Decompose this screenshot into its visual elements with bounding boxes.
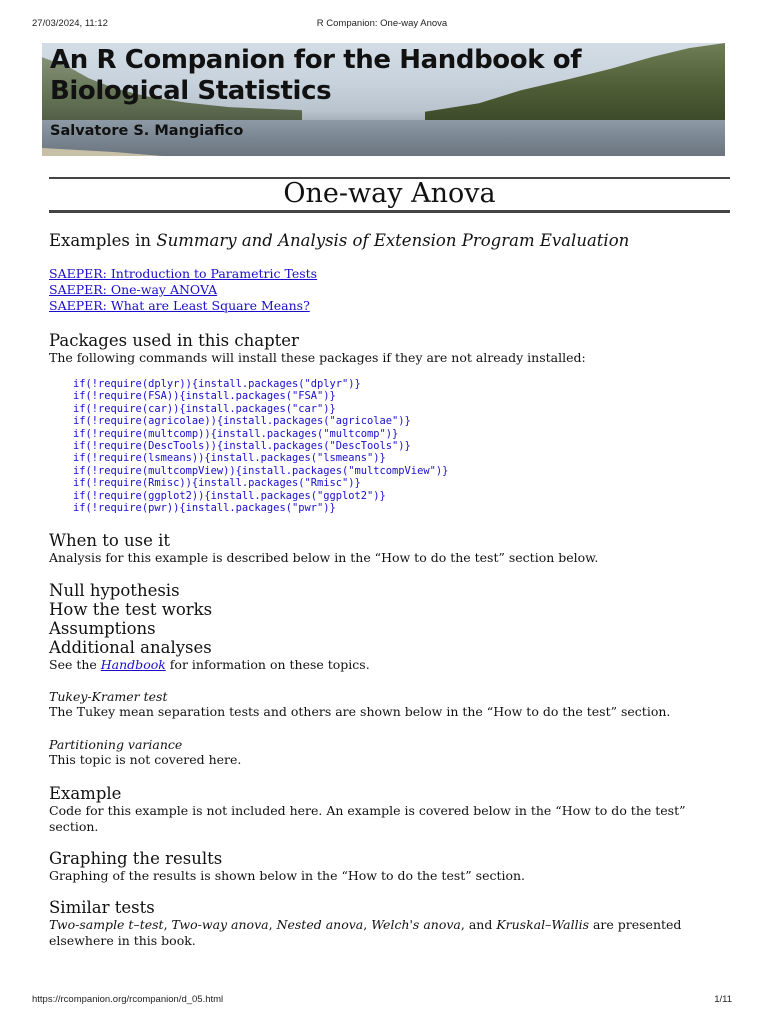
- when-heading: When to use it: [49, 531, 171, 550]
- similar-kruskal-wallis: Kruskal–Wallis: [496, 917, 589, 932]
- similar-welch-anova: Welch's anova: [371, 917, 461, 932]
- link-saeper-parametric-tests[interactable]: SAEPER: Introduction to Parametric Tests: [49, 266, 318, 281]
- examples-heading-prefix: Examples in: [49, 231, 157, 250]
- print-page-title: R Companion: One-way Anova: [316, 18, 448, 29]
- partition-section: [49, 737, 739, 768]
- similar-two-way-anova: Two-way anova: [171, 917, 269, 932]
- example-section: [49, 784, 739, 835]
- example-text-line2: section.: [49, 819, 99, 834]
- tukey-heading: Tukey-Kramer test: [49, 689, 168, 704]
- code-line: if(!require(FSA)){install.packages("FSA")}: [73, 390, 336, 403]
- similar-text-line2: elsewhere in this book.: [49, 933, 196, 948]
- assumptions-heading: Assumptions: [49, 619, 156, 638]
- tukey-section: [49, 689, 739, 720]
- packages-intro: The following commands will install these packages if they are not already installed:: [49, 350, 586, 365]
- page-title: One-way Anova: [283, 178, 496, 209]
- code-line: if(!require(multcomp)){install.packages("multcomp")}: [73, 427, 399, 440]
- packages-section: [49, 331, 739, 366]
- examples-heading-book-title: Summary and Analysis of Extension Program Evaluation: [156, 231, 630, 250]
- similar-section: [49, 898, 739, 949]
- when-section: [49, 531, 739, 566]
- print-footer: [32, 994, 732, 1008]
- similar-line1-end: are presented: [589, 917, 682, 932]
- similar-sep: ,: [163, 917, 172, 932]
- similar-text-line1: [49, 917, 739, 933]
- similar-sep: ,: [268, 917, 277, 932]
- additional-analyses-heading: Additional analyses: [49, 638, 212, 657]
- code-line: if(!require(Rmisc)){install.packages("Rmisc")}: [73, 477, 361, 490]
- banner-title: An R Companion for the Handbook of Biological Statistics: [50, 45, 582, 106]
- site-banner: [42, 43, 725, 156]
- topics-text-after: for information on these topics.: [165, 657, 370, 672]
- print-page-number: 1/11: [714, 994, 732, 1005]
- graphing-heading: Graphing the results: [49, 849, 223, 868]
- handbook-link[interactable]: Handbook: [100, 657, 166, 672]
- code-line: if(!require(dplyr)){install.packages("dplyr")}: [73, 378, 361, 390]
- topics-section: [49, 581, 739, 673]
- code-line: if(!require(pwr)){install.packages("pwr")}: [73, 502, 336, 515]
- similar-heading: Similar tests: [49, 898, 155, 917]
- code-line: if(!require(lsmeans)){install.packages("lsmeans")}: [73, 452, 386, 465]
- similar-sep: , and: [460, 917, 497, 932]
- similar-nested-anova: Nested anova: [276, 917, 364, 932]
- example-text-line1: Code for this example is not included here. An example is covered below in the “How to do the test”: [49, 803, 686, 818]
- partition-text: This topic is not covered here.: [49, 752, 242, 767]
- graphing-text: Graphing of the results is shown below in the “How to do the test” section.: [49, 868, 526, 883]
- link-saeper-least-square-means[interactable]: SAEPER: What are Least Square Means?: [49, 298, 310, 313]
- package-install-code: [73, 378, 763, 514]
- code-line: if(!require(DescTools)){install.packages("DescTools")}: [73, 440, 411, 453]
- banner-author: Salvatore S. Mangiafico: [50, 123, 244, 139]
- similar-sep: ,: [363, 917, 372, 932]
- graphing-section: [49, 849, 739, 884]
- print-url: https://rcompanion.org/rcompanion/d_05.html: [32, 994, 224, 1005]
- title-rule-bottom: [49, 210, 730, 213]
- code-line: if(!require(multcompView)){install.packages("multcompView")}: [73, 464, 449, 477]
- print-header: [32, 18, 732, 32]
- example-heading: Example: [49, 784, 122, 803]
- examples-section: [49, 231, 739, 250]
- examples-heading: [49, 231, 739, 250]
- when-text: Analysis for this example is described below in the “How to do the test” section below.: [49, 550, 599, 565]
- code-line: if(!require(agricolae)){install.packages("agricolae")}: [73, 415, 411, 428]
- partition-heading: Partitioning variance: [49, 737, 183, 752]
- code-line: if(!require(car)){install.packages("car")}: [73, 402, 336, 415]
- saeper-links: [49, 266, 739, 314]
- code-line: if(!require(ggplot2)){install.packages("ggplot2")}: [73, 489, 386, 502]
- link-saeper-one-way-anova[interactable]: SAEPER: One-way ANOVA: [49, 282, 218, 297]
- null-hypothesis-heading: Null hypothesis: [49, 581, 180, 600]
- topics-text: [49, 657, 739, 673]
- how-test-works-heading: How the test works: [49, 600, 213, 619]
- similar-t-test: Two-sample t–test: [49, 917, 164, 932]
- packages-heading: Packages used in this chapter: [49, 331, 299, 350]
- print-date: 27/03/2024, 11:12: [32, 18, 108, 29]
- tukey-text: The Tukey mean separation tests and others are shown below in the “How to do the test” section.: [49, 704, 671, 719]
- topics-text-before: See the: [49, 657, 101, 672]
